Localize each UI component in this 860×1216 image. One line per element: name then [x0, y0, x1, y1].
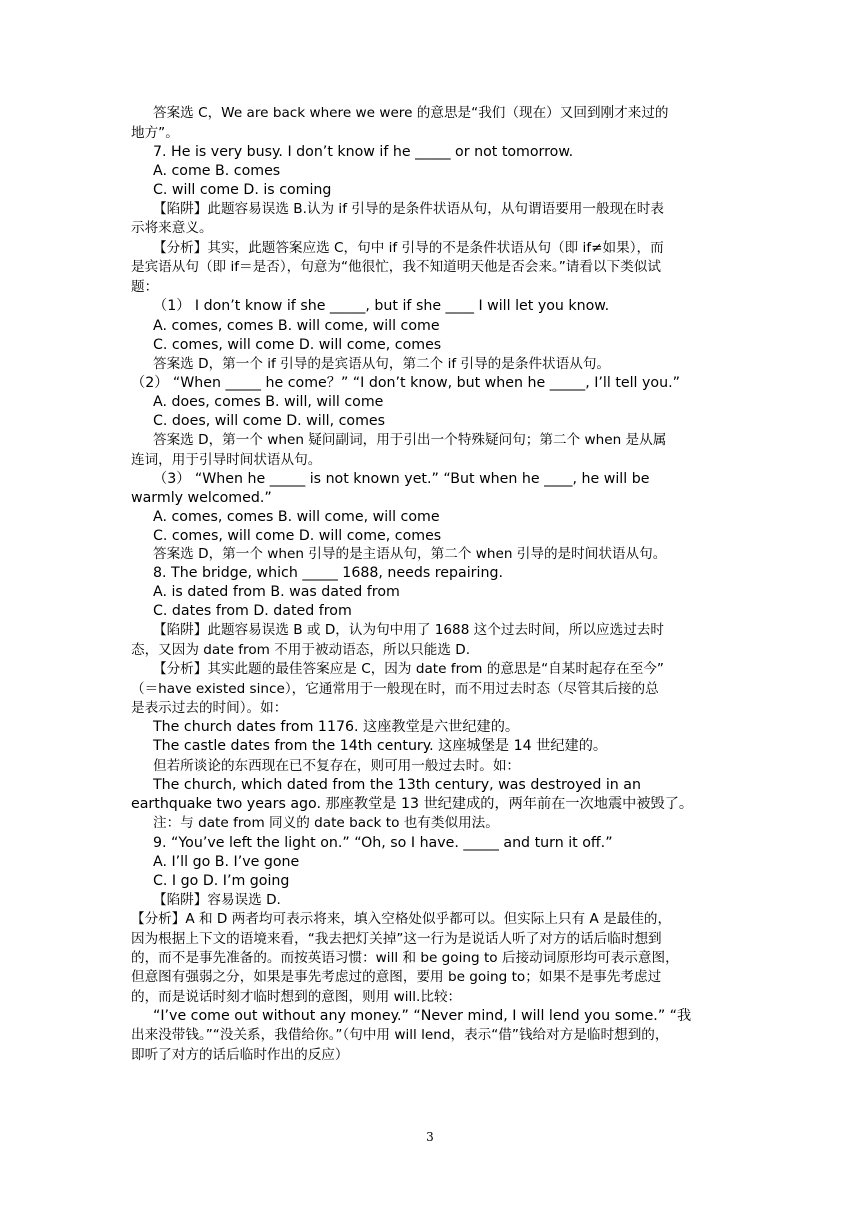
text-line: The castle dates from the 14th century. 这座城堡是 14 世纪建的。	[153, 738, 608, 754]
text-line: C. comes, will come D. will come, comes	[153, 337, 442, 353]
text-line: 7. He is very busy. I don’t know if he _____ or not tomorrow.	[153, 144, 574, 160]
text-line: 的，而是说话时刻才临时想到的意图，则用 will.比较：	[131, 989, 462, 1005]
text-line: A. comes, comes B. will come, will come	[153, 318, 440, 334]
text-line: C. will come D. is coming	[153, 182, 332, 198]
text-line: A. I’ll go B. I’ve gone	[153, 854, 300, 870]
text-line: 即听了对方的话后临时作出的反应）	[131, 1047, 349, 1063]
text-line: （＝have existed since），它通常用于一般现在时，而不用过去时态（尽管其后接的总	[131, 681, 659, 697]
text-line: 8. The bridge, which _____ 1688, needs repairing.	[153, 565, 503, 581]
text-line: （2） “When _____ he come？” “I don’t know, but when he _____, I’ll tell you.”	[131, 375, 680, 391]
text-line: 因为根据上下文的语境来看，“我去把灯关掉”这一行为是说话人听了对方的话后临时想到	[131, 931, 662, 947]
text-line: A. comes, comes B. will come, will come	[153, 509, 440, 525]
text-line: 【陷阱】容易误选 D.	[153, 892, 281, 908]
text-line: warmly welcomed.”	[131, 490, 272, 506]
text-line: 但若所谈论的东西现在已不复存在，则可用一般过去时。如：	[153, 758, 521, 774]
text-line: The church dates from 1176. 这座教堂是六世纪建的。	[153, 719, 520, 735]
page-number: 3	[426, 1130, 434, 1144]
text-line: C. does, will come D. will, comes	[153, 413, 386, 429]
text-line: C. I go D. I’m going	[153, 873, 290, 889]
text-line: 是宾语从句（即 if＝是否），句意为“他很忙，我不知道明天他是否会来。”请看以下类似试	[131, 259, 661, 275]
text-line: （1） I don’t know if she _____, but if she ____ I will let you know.	[153, 298, 610, 314]
text-line: 【陷阱】此题容易误选 B 或 D，认为句中用了 1688 这个过去时间，所以应选过去时	[153, 622, 664, 638]
text-line: 答案选 C，We are back where we were 的意思是“我们（现在）又回到刚才来过的	[153, 105, 669, 121]
text-line: 【陷阱】此题容易误选 B.认为 if 引导的是条件状语从句，从句谓语要用一般现在时表	[153, 201, 664, 217]
text-line: The church, which dated from the 13th century, was destroyed in an	[153, 777, 641, 793]
text-line: 地方”。	[131, 125, 179, 141]
text-line: 【分析】其实此题的最佳答案应是 C，因为 date from 的意思是“自某时起存在至今”	[153, 661, 664, 677]
text-line: A. come B. comes	[153, 163, 281, 179]
text-line: 答案选 D，第一个 when 疑问副词，用于引出一个特殊疑问句；第二个 when 是从属	[153, 432, 667, 448]
text-line: 的，而不是事先准备的。而按英语习惯：will 和 be going to 后接动词原形均可表示意图，	[131, 950, 679, 966]
text-line: 答案选 D，第一个 when 引导的是主语从句，第二个 when 引导的是时间状语从句。	[153, 546, 667, 562]
text-line: 【分析】A 和 D 两者均可表示将来，填入空格处似乎都可以。但实际上只有 A 是最佳的，	[131, 911, 672, 927]
text-line: 答案选 D，第一个 if 引导的是宾语从句，第二个 if 引导的是条件状语从句。	[153, 356, 611, 372]
text-line: 9. “You’ve left the light on.” “Oh, so I have. _____ and turn it off.”	[153, 835, 613, 851]
text-line: C. comes, will come D. will come, comes	[153, 528, 442, 544]
text-line: A. does, comes B. will, will come	[153, 394, 384, 410]
text-line: “I’ve come out without any money.” “Never mind, I will lend you some.” “我	[153, 1008, 692, 1024]
text-line: 题：	[131, 279, 159, 295]
text-line: C. dates from D. dated from	[153, 603, 352, 619]
text-line: 【分析】其实，此题答案应选 C，句中 if 引导的不是条件状语从句（即 if≠如果），而	[153, 240, 664, 256]
text-line: 示将来意义。	[131, 220, 213, 236]
text-line: 连词，用于引导时间状语从句。	[131, 452, 322, 468]
text-line: 注：与 date from 同义的 date back to 也有类似用法。	[153, 815, 499, 831]
text-line: （3） “When he _____ is not known yet.” “But when he ____, he will be	[153, 471, 650, 487]
text-line: A. is dated from B. was dated from	[153, 584, 400, 600]
text-line: earthquake two years ago. 那座教堂是 13 世纪建成的，两年前在一次地震中被毁了。	[131, 796, 694, 812]
text-line: 是表示过去的时间）。如：	[131, 700, 288, 716]
text-line: 态，又因为 date from 不用于被动语态，所以只能选 D.	[131, 642, 471, 658]
text-line: 但意图有强弱之分，如果是事先考虑过的意图，要用 be going to；如果不是事先考虑过	[131, 969, 662, 985]
text-line: 出来没带钱。”“没关系，我借给你。”（句中用 will lend，表示“借”钱给对方是临时想到的，	[131, 1027, 669, 1043]
